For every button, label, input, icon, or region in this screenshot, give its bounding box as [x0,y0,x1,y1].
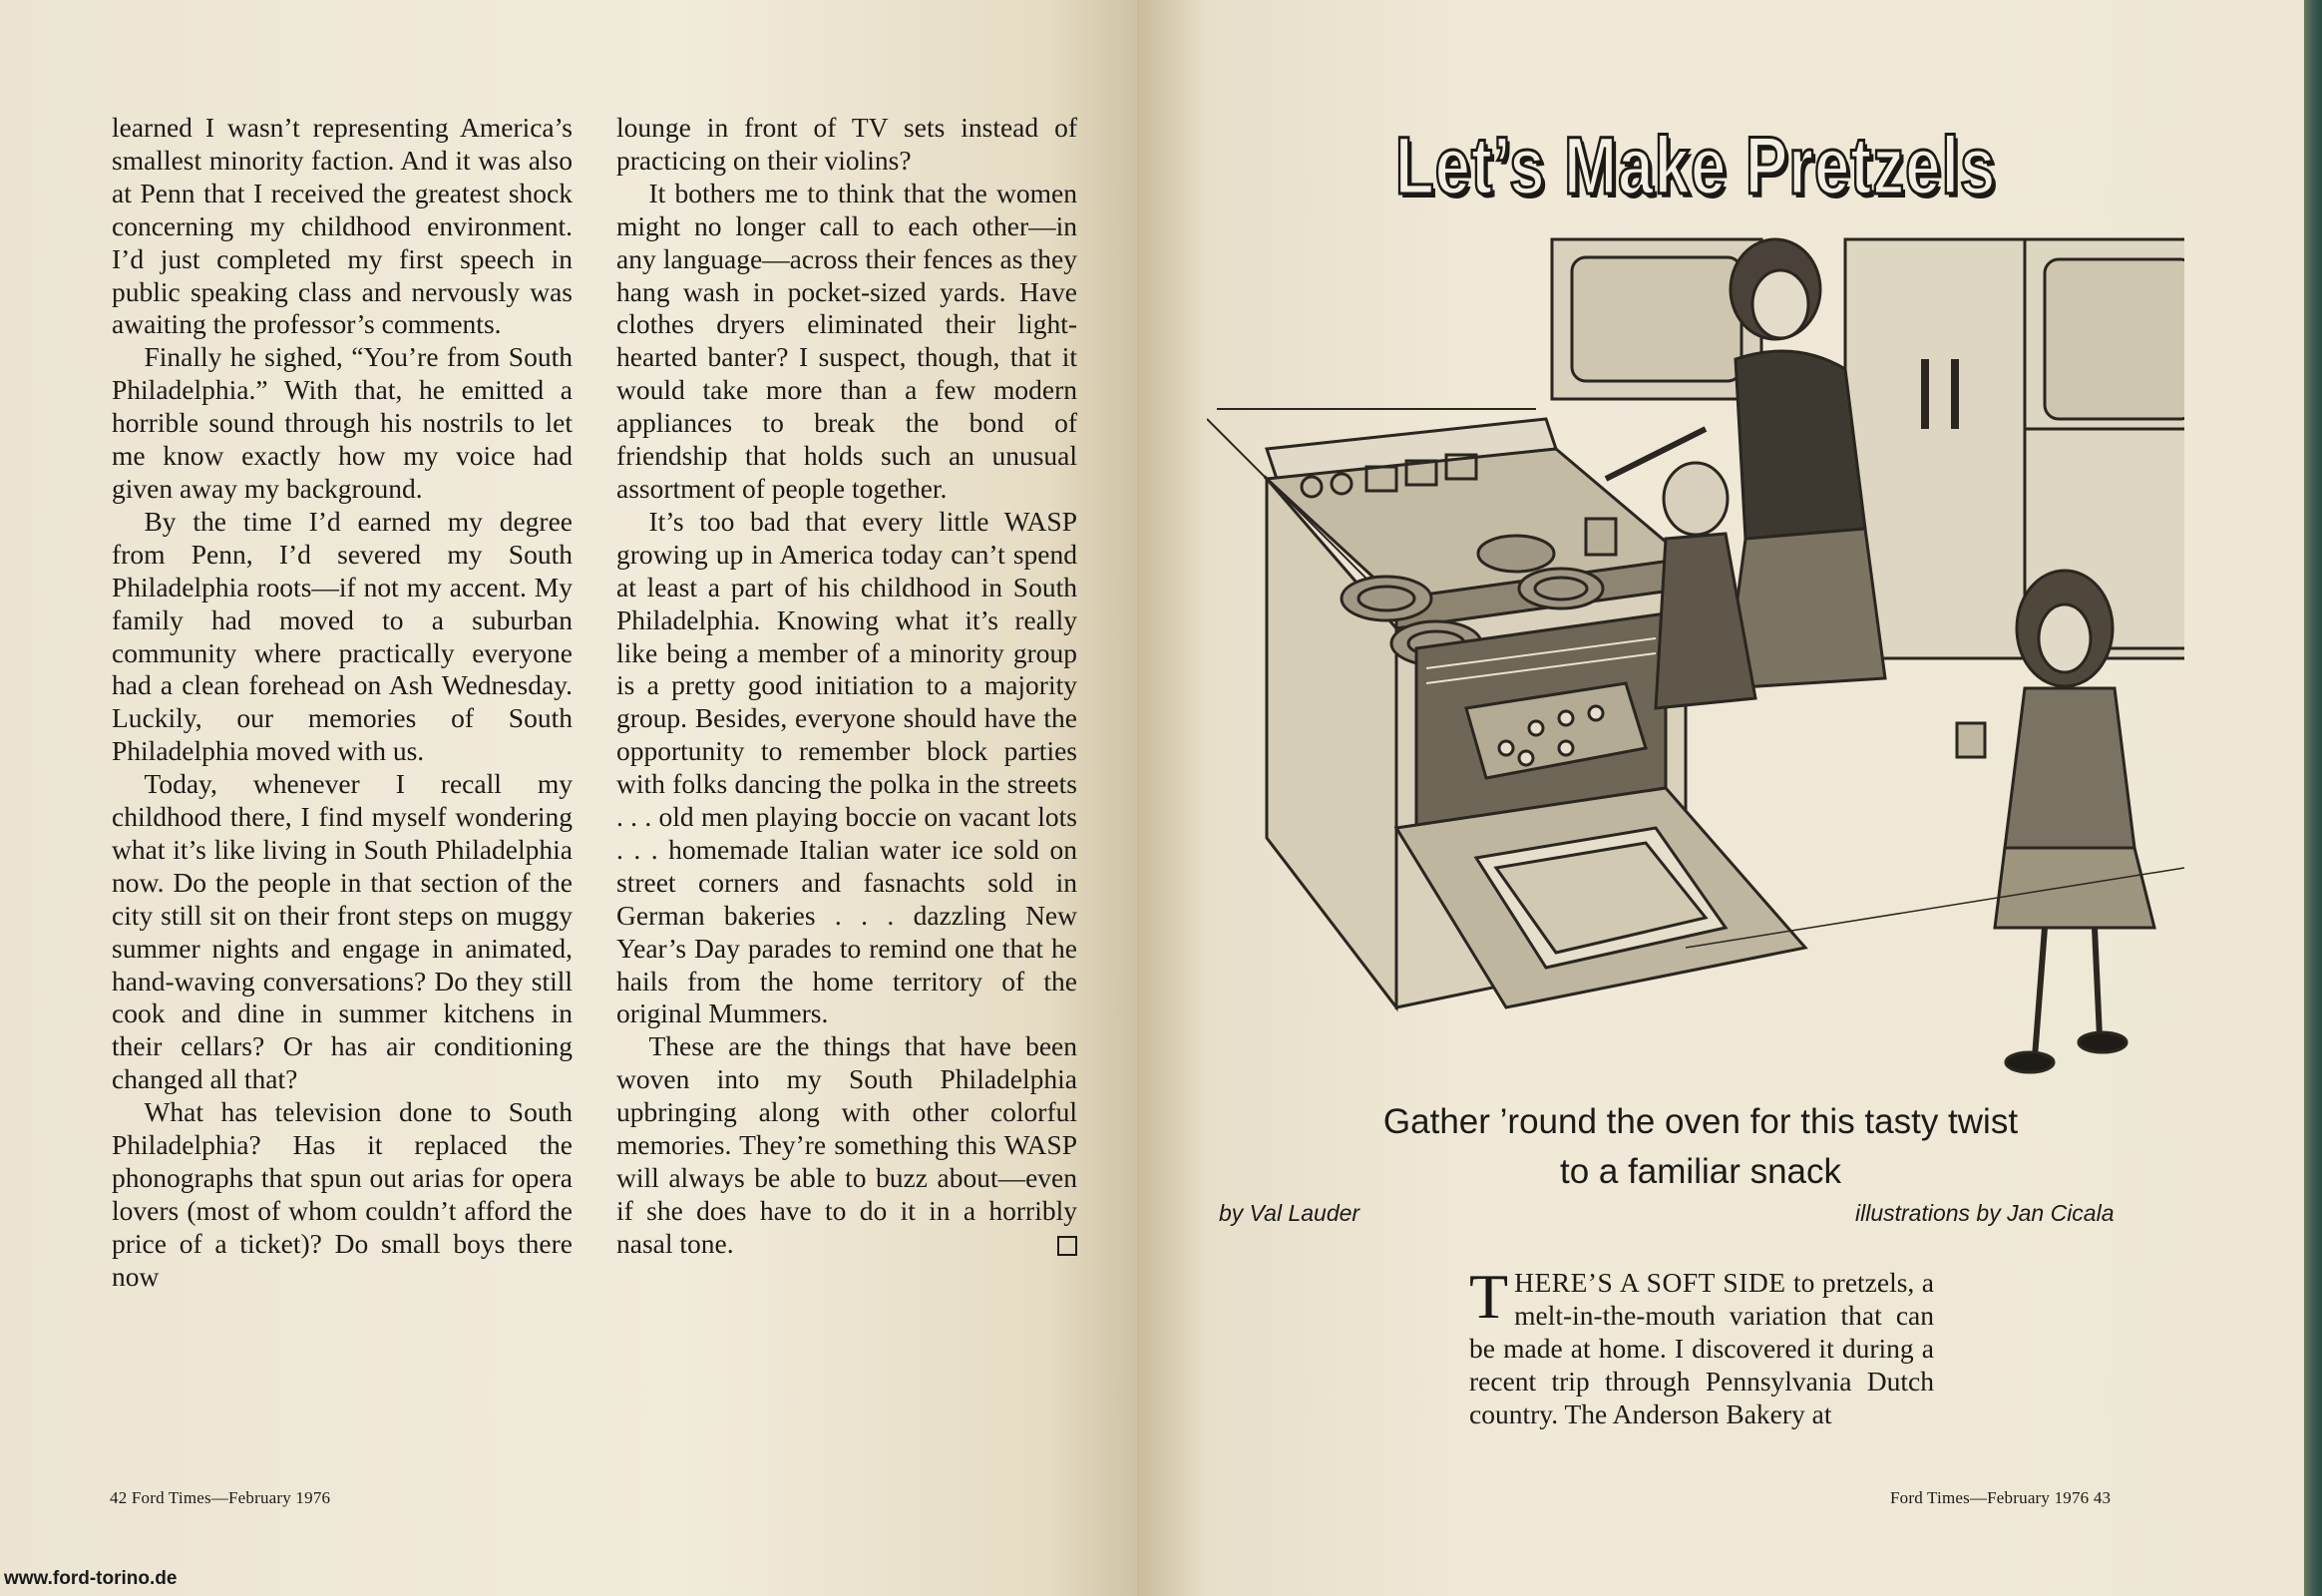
paragraph-text: These are the things that have been woven into my South Philadelphia upbringing along with other colorful memories. They’re something this WASP will always be able to buzz about—even if she does have to do it in a horribly nasal tone. [616,1030,1077,1259]
drop-cap: T [1469,1261,1509,1332]
site-watermark: www.ford-torino.de [4,1568,178,1589]
paragraph: learned I wasn’t representing America’s smallest minority faction. And it was also at Penn that I received the greatest shock concerning my childhood environment. I’d just completed my first speech in public speaking class and nervously was awaiting the professor’s comments. [112,112,573,340]
page-folio-left: 42 Ford Times—February 1976 [110,1488,331,1507]
paragraph: Finally he sighed, “You’re from South Philadelphia.” With that, he emitted a horrible sound through his nostrils to let me know exactly how my voice had given away my background. [112,341,573,504]
intro-smallcaps: HERE’S A SOFT SIDE [1514,1267,1786,1298]
paragraph: Today, whenever I recall my childhood there, I find myself wondering what it’s like living in South Philadelphia now. Do the people in that section of the city still sit on their front steps on muggy summer nights and engage in animated, hand-waving conversations? Do they still cook and dine in summer kitchens in their cellars? Or has air conditioning changed all that? [112,768,573,1095]
page-folio-right: Ford Times—February 1976 43 [1890,1488,2112,1507]
paragraph: lounge in front of TV sets instead of practicing on their violins? [616,112,1077,176]
byline-illustrator: illustrations by Jan Cicala [1855,1200,2115,1226]
paragraph: By the time I’d earned my degree from Penn, I’d severed my South Philadelphia roots—if not my accent. My family had moved to a suburban community where practically everyone had a clean forehead on Ash Wednesday. Luckily, our memories of South Philadelphia moved with us. [112,505,573,767]
byline-author: by Val Lauder [1219,1200,1360,1226]
paragraph: It bothers me to think that the women might no longer call to each other—in any language—across their fences as they hang wash in pocket-sized yards. Have clothes dryers eliminated their light-hearted banter? I suspect, though, that it would take more than a few modern appliances to break the bond of friendship that holds such an unusual assortment of people together. [616,177,1077,504]
end-of-article-mark [1057,1236,1077,1256]
paragraph: It’s too bad that every little WASP growing up in America today can’t spend at least a part of his childhood in South Philadelphia. Knowing what it’s really like being a member of a minority group is a pretty good initiation to a majority group. Besides, everyone should have the opportunity to remember block parties with folks dancing the polka in the streets . . . old men playing boccie on vacant lots . . . homemade Italian water ice sold on street corners and fasnachts sold in German bakeries . . . dazzling New Year’s Day parades to remind one that he hails from the home territory of the original Mummers. [616,505,1077,1029]
subhead-line: to a familiar snack [1559,1152,1842,1191]
page-edge-binding [2304,0,2322,1596]
paragraph [616,1030,1077,1260]
paragraph: What has television done to South Philadelphia? Has it replaced the phonographs that spun out arias for opera lovers (most of whom couldn’t afford the price of a ticket)? Do small boys there now [112,1096,573,1292]
kitchen-oven-illustration [1207,229,2184,1087]
subhead-line: Gather ’round the oven for this tasty twist [1382,1102,2019,1141]
intro-text: to pretzels, a melt-in-the-mouth variation that can be made at home. I discovered it during a recent trip through Pennsylvania Dutch country. The Anderson Bakery at [1469,1267,1935,1429]
intro-paragraph [1469,1261,1935,1431]
article-intro [1469,1261,1935,1431]
article-subhead [1257,1097,2144,1197]
article-column-a [112,112,573,1294]
article-column-b [616,112,1077,1261]
article-headline: Let’s Make Pretzels [1394,121,1997,211]
